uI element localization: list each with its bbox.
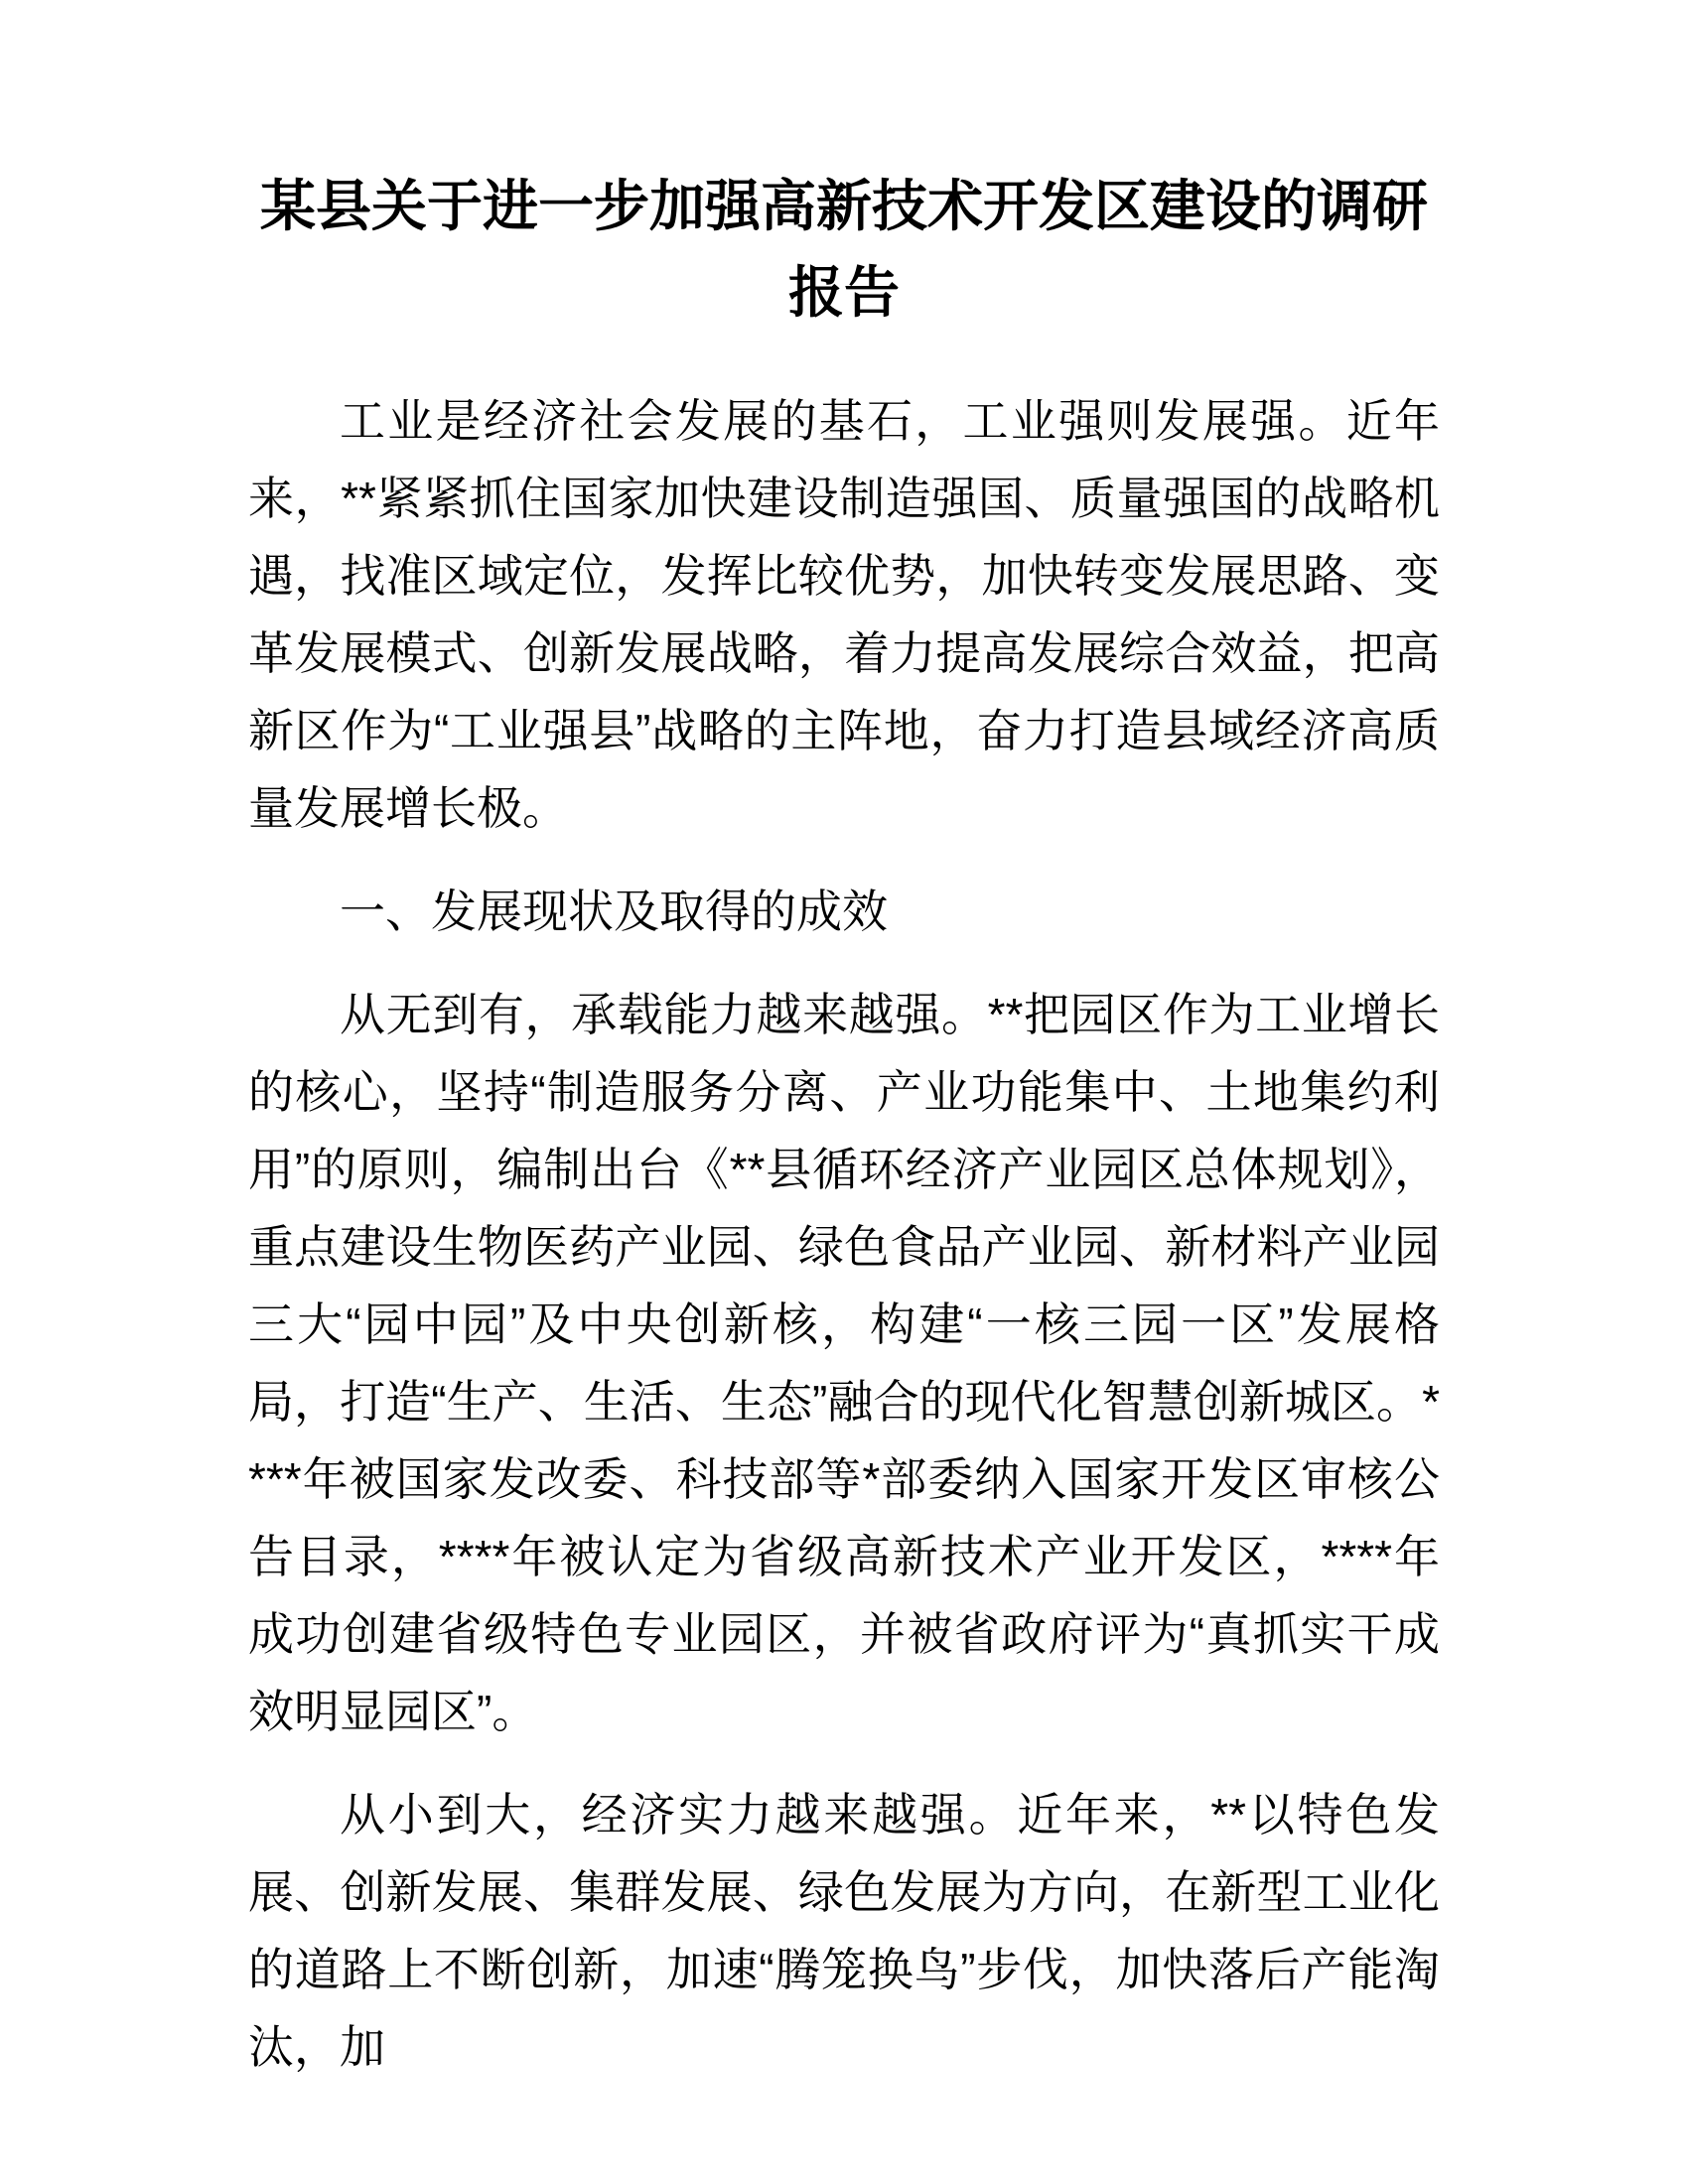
section-1-paragraph-2: 从小到大，经济实力越来越强。近年来，**以特色发展、创新发展、集群发展、绿色发展为方向，在新型工业化的道路上不断创新，加速“腾笼换鸟”步伐，加快落后产能淘汰，加 — [248, 1788, 1440, 2073]
document-title: 某县关于进一步加强高新技术开发区建设的调研报告 — [260, 175, 1428, 324]
section-1-heading: 一、发展现状及取得的成效 — [340, 885, 888, 937]
intro-paragraph: 工业是经济社会发展的基石，工业强则发展强。近年来，**紧紧抓住国家加快建设制造强国、质量强国的战略机遇，找准区域定位，发挥比较优势，加快转变发展思路、变革发展模式、创新发展战略，着力提高发展综合效益，把高新区作为“工业强县”战略的主阵地，奋力打造县域经济高质量发展增长极。 — [248, 394, 1440, 834]
section-1-paragraph-1: 从无到有，承载能力越来越强。**把园区作为工业增长的核心，坚持“制造服务分离、产业功能集中、土地集约利用”的原则，编制出台《**县循环经济产业园区总体规划》，重点建设生物医药产业园、绿色食品产业园、新材料产业园三大“园中园”及中央创新核，构建“一核三园一区”发展格局，打造“生产、生活、生态”融合的现代化智慧创新城区。****年被国家发改委、科技部等*部委纳入国家开发区审核公告目录，****年被认定为省级高新技术产业开发区，****年成功创建省级特色专业园区，并被省政府评为“真抓实干成效明显园区”。 — [248, 988, 1440, 1737]
